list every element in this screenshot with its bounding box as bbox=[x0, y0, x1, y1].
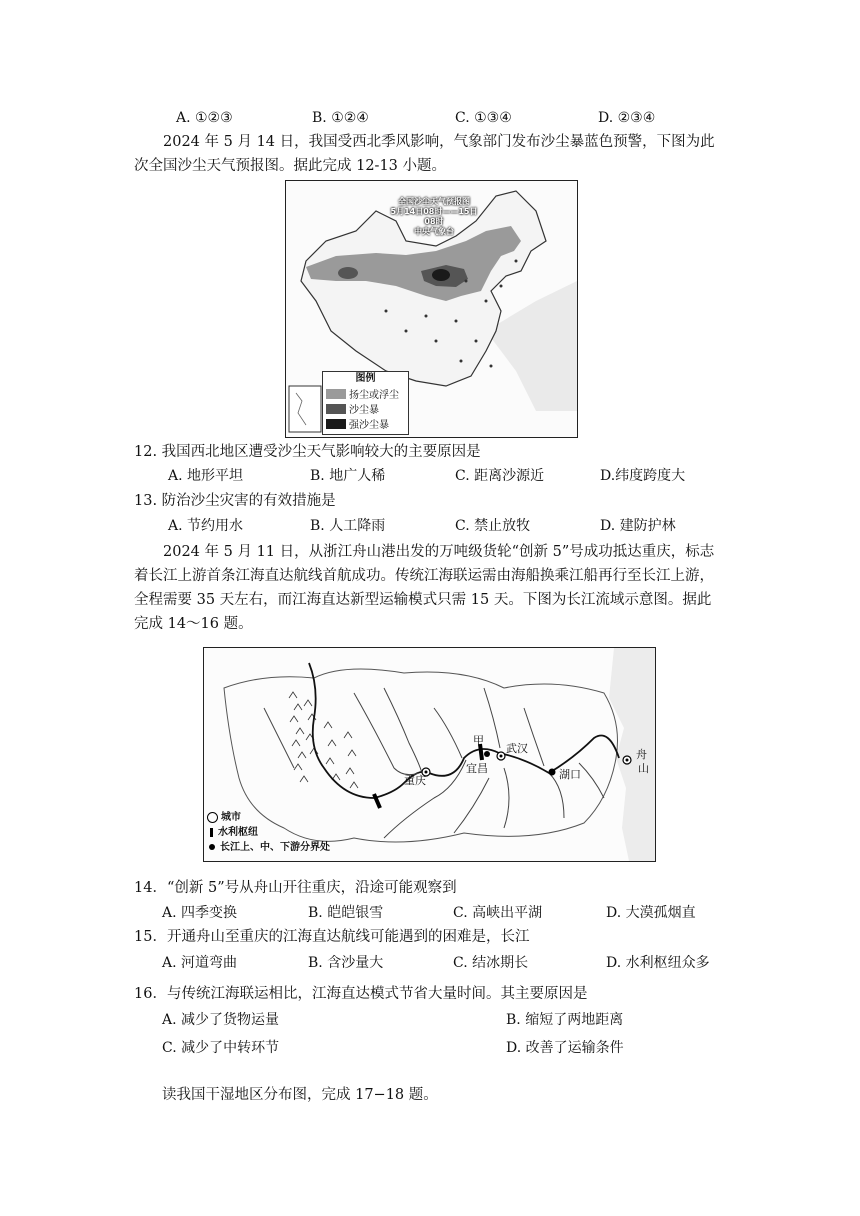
label-yichang: 宜昌 bbox=[466, 762, 488, 775]
q11-option-c: C. ①③④ bbox=[455, 110, 512, 126]
q16-option-b: B. 缩短了两地距离 bbox=[506, 1012, 624, 1028]
legend-dam-symbol bbox=[210, 828, 213, 837]
q14-option-d: D. 大漠孤烟直 bbox=[606, 905, 696, 921]
q14-stem: 14．“创新 5”号从舟山开往重庆，沿途可能观察到 bbox=[134, 880, 457, 896]
q16-option-d: D. 改善了运输条件 bbox=[506, 1040, 624, 1056]
q14-option-a: A. 四季变换 bbox=[162, 905, 238, 921]
q12-option-a: A. 地形平坦 bbox=[168, 468, 244, 484]
dust-map-source: 中央气象台 bbox=[414, 227, 454, 236]
legend-sandstorm: 沙尘暴 bbox=[349, 405, 379, 416]
label-hukou: 湖口 bbox=[559, 768, 581, 781]
q12-option-c: C. 距离沙源近 bbox=[455, 468, 545, 484]
q16-option-a: A. 减少了货物运量 bbox=[162, 1012, 280, 1028]
q13-stem: 13. 防治沙尘灾害的有效措施是 bbox=[134, 493, 336, 509]
q11-option-a: A. ①②③ bbox=[176, 110, 233, 126]
legend-boundary-symbol bbox=[209, 844, 215, 850]
river-map-legend bbox=[207, 810, 330, 855]
q15-option-b: B. 含沙量大 bbox=[308, 955, 384, 971]
legend-swatch-sandstorm bbox=[326, 404, 346, 414]
q13-option-b: B. 人工降雨 bbox=[310, 518, 386, 534]
q12-option-b: B. 地广人稀 bbox=[310, 468, 386, 484]
q15-stem: 15．开通舟山至重庆的江海直达航线可能遇到的困难是，长江 bbox=[134, 929, 530, 945]
q12-option-d: D.纬度跨度大 bbox=[600, 468, 686, 484]
strong-sandstorm-area bbox=[432, 269, 450, 281]
yangtze-basin-map bbox=[203, 647, 656, 862]
q16-option-c: C. 减少了中转环节 bbox=[162, 1040, 280, 1056]
legend-swatch-dust bbox=[326, 389, 346, 399]
label-zhou: 舟 bbox=[636, 748, 647, 761]
q13-option-a: A. 节约用水 bbox=[168, 518, 244, 534]
intro-12-13: 2024 年 5 月 14 日，我国受西北季风影响，气象部门发布沙尘暴蓝色预警，下图为此次全国沙尘天气预报图。据此完成 12-13 小题。 bbox=[134, 134, 715, 174]
intro-17-18: 读我国干湿地区分布图，完成 17−18 题。 bbox=[162, 1087, 438, 1103]
q11-option-b: B. ①②④ bbox=[312, 110, 369, 126]
q15-option-a: A. 河道弯曲 bbox=[162, 955, 238, 971]
legend-dam: 水利枢纽 bbox=[218, 827, 258, 838]
q14-option-b: B. 皑皑银雪 bbox=[308, 905, 384, 921]
q12-stem: 12. 我国西北地区遭受沙尘天气影响较大的主要原因是 bbox=[134, 444, 481, 460]
boundary-hukou bbox=[549, 769, 556, 776]
label-chongqing: 重庆 bbox=[404, 774, 426, 787]
legend-strong: 强沙尘暴 bbox=[349, 420, 389, 431]
q16-stem: 16．与传统江海联运相比，江海直达模式节省大量时间。其主要原因是 bbox=[134, 986, 588, 1002]
q13-option-c: C. 禁止放牧 bbox=[455, 518, 531, 534]
legend-city: 城市 bbox=[221, 812, 241, 823]
q14-option-c: C. 高峡出平湖 bbox=[453, 905, 543, 921]
dust-map-legend bbox=[322, 371, 409, 435]
q11-option-d: D. ②③④ bbox=[598, 110, 656, 126]
legend-city-symbol bbox=[207, 812, 218, 823]
dust-map-period: 5月14日08时——15日08时 bbox=[390, 207, 478, 226]
q15-option-d: D. 水利枢纽众多 bbox=[606, 955, 710, 971]
sandstorm-area-west bbox=[338, 267, 358, 279]
label-wuhan: 武汉 bbox=[506, 742, 528, 755]
q15-option-c: C. 结冰期长 bbox=[453, 955, 529, 971]
label-jia: 甲 bbox=[473, 734, 484, 747]
legend-boundary: 长江上、中、下游分界处 bbox=[220, 842, 330, 853]
dust-weather-map bbox=[285, 180, 578, 438]
city-yichang bbox=[484, 751, 490, 757]
q13-option-d: D. 建防护林 bbox=[600, 518, 676, 534]
legend-title: 图例 bbox=[355, 373, 376, 384]
intro-14-16: 2024 年 5 月 11 日，从浙江舟山港出发的万吨级货轮“创新 5”号成功抵达重庆，标志着长江上游首条江海直达航线首航成功。传统江海联运需由海船换乘江船再行至长江上游，全程需要 35 天左右，而江海直达新型运输模式只需 15 天。下图为长江流域示意图。据此完成 14～16 题。 bbox=[134, 544, 715, 632]
label-shan: 山 bbox=[638, 762, 649, 775]
legend-dust: 扬尘或浮尘 bbox=[349, 390, 399, 401]
dust-map-title: 全国沙尘天气预报图 bbox=[398, 197, 470, 206]
legend-swatch-strong bbox=[326, 419, 346, 429]
